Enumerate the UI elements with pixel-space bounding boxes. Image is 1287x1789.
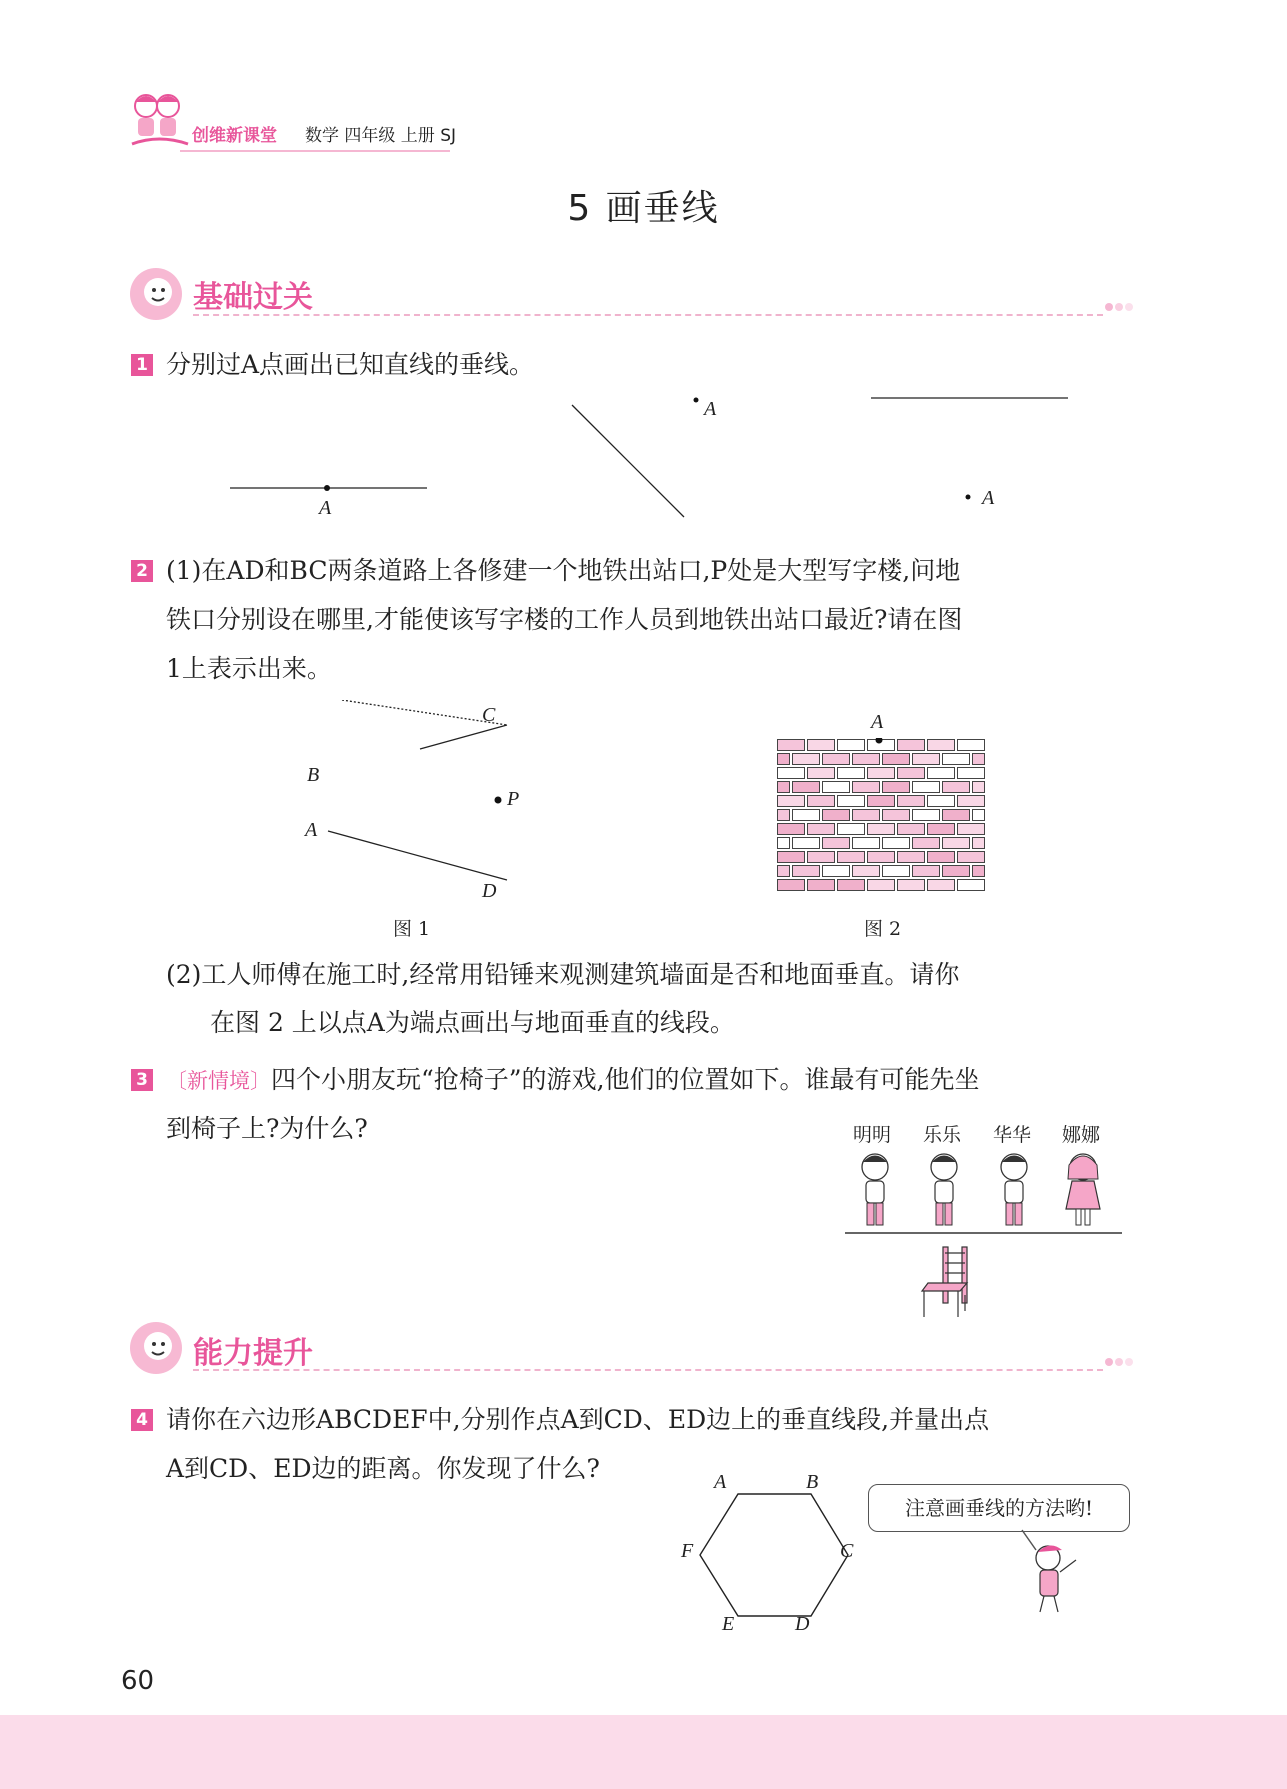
- brick: [928, 740, 955, 751]
- brick: [853, 838, 880, 849]
- kid-name-nana: 娜娜: [1062, 1124, 1101, 1146]
- brick: [913, 810, 940, 821]
- q2-part1-line2: 铁口分别设在哪里,才能使该写字楼的工作人员到地铁出站口最近?请在图: [166, 605, 963, 634]
- q2-part1-line3: 1上表示出来。: [166, 654, 332, 683]
- brick: [973, 754, 985, 765]
- brick: [808, 740, 835, 751]
- q3-line2: 到椅子上?为什么?: [166, 1114, 368, 1143]
- hex-label-e: E: [722, 1613, 735, 1635]
- brick: [898, 880, 925, 891]
- q3-tag: 〔新情境〕: [166, 1069, 271, 1093]
- brick: [778, 768, 805, 779]
- brick: [793, 782, 820, 793]
- pencil-mascot-icon: [1010, 1528, 1090, 1618]
- brick: [958, 740, 985, 751]
- point-p: [495, 797, 502, 804]
- brick: [883, 866, 910, 877]
- brick: [898, 796, 925, 807]
- brick: [808, 880, 835, 891]
- brick: [778, 838, 790, 849]
- brick: [823, 866, 850, 877]
- road-ad: [328, 831, 507, 880]
- brick: [973, 810, 985, 821]
- footer-band: [0, 1715, 1287, 1789]
- q1-line-2: [572, 405, 684, 517]
- brick: [943, 782, 970, 793]
- kid-name-huahua: 华华: [993, 1124, 1032, 1146]
- section-mascot-icon-2: [128, 1320, 184, 1376]
- q1-text: 分别过A点画出已知直线的垂线。: [166, 350, 535, 379]
- brick: [883, 782, 910, 793]
- brick: [778, 880, 805, 891]
- brick: [958, 824, 985, 835]
- brick: [838, 880, 865, 891]
- q2-part1-line1: (1)在AD和BC两条道路上各修建一个地铁出站口,P处是大型写字楼,问地: [166, 556, 961, 585]
- brick: [913, 866, 940, 877]
- tip-speech-bubble: 注意画垂线的方法哟!: [868, 1484, 1130, 1532]
- q3-number: 3: [131, 1069, 153, 1091]
- brick: [958, 852, 985, 863]
- brick: [913, 782, 940, 793]
- brick: [808, 796, 835, 807]
- dots-decoration-icon-2: [1104, 1355, 1134, 1369]
- brick: [793, 810, 820, 821]
- fig1-label-p: P: [507, 788, 520, 810]
- brick: [928, 796, 955, 807]
- brick: [823, 782, 850, 793]
- kids-and-chair-illustration: [840, 1145, 1130, 1325]
- q1-point-3: [966, 495, 971, 500]
- brick: [868, 880, 895, 891]
- brick: [973, 866, 985, 877]
- brick: [898, 824, 925, 835]
- q2-number: 2: [131, 560, 153, 582]
- q4-line1: 请你在六边形ABCDEF中,分别作点A到CD、ED边上的垂直线段,并量出点: [166, 1405, 990, 1434]
- brick: [928, 880, 955, 891]
- page-title: 5 画垂线: [567, 188, 720, 229]
- mascot-kids-logo: [124, 86, 194, 154]
- brick: [853, 782, 880, 793]
- brick: [778, 852, 805, 863]
- brick: [898, 768, 925, 779]
- brand-name: 创维新课堂: [192, 126, 277, 146]
- brick: [883, 754, 910, 765]
- hex-label-b: B: [806, 1471, 819, 1493]
- brick: [943, 866, 970, 877]
- brick: [973, 838, 985, 849]
- chair-icon: [922, 1247, 967, 1317]
- q1-point-2: [694, 398, 699, 403]
- brick: [853, 754, 880, 765]
- hexagon-abcdef: [690, 1480, 860, 1630]
- brick: [838, 740, 865, 751]
- kid-huahua-icon: [1001, 1154, 1027, 1225]
- brick: [883, 838, 910, 849]
- brick: [898, 740, 925, 751]
- fig1-label-a: A: [305, 819, 318, 841]
- brick: [958, 880, 985, 891]
- brick: [778, 782, 790, 793]
- hex-label-a: A: [714, 1471, 727, 1493]
- fig1-label-b: B: [307, 764, 320, 786]
- brick: [868, 824, 895, 835]
- brick: [793, 754, 820, 765]
- brick: [838, 796, 865, 807]
- brick: [808, 852, 835, 863]
- q1-number: 1: [131, 354, 153, 376]
- brick: [898, 852, 925, 863]
- section-advanced-title: 能力提升: [193, 1336, 313, 1371]
- brick: [823, 838, 850, 849]
- brick: [943, 754, 970, 765]
- fig1-label-d: D: [482, 880, 497, 902]
- brick: [838, 768, 865, 779]
- brick: [868, 796, 895, 807]
- brick: [778, 824, 805, 835]
- brick: [793, 838, 820, 849]
- q3-line1-text: 四个小朋友玩“抢椅子”的游戏,他们的位置如下。谁最有可能先坐: [271, 1065, 980, 1094]
- kid-lele-icon: [931, 1154, 957, 1225]
- brick: [868, 768, 895, 779]
- q2-part2-line1: (2)工人师傅在施工时,经常用铅锤来观测建筑墙面是否和地面垂直。请你: [166, 960, 960, 989]
- brick: [928, 852, 955, 863]
- fig2-label-a: A: [871, 711, 884, 733]
- brick: [808, 768, 835, 779]
- brick: [913, 754, 940, 765]
- brick: [823, 810, 850, 821]
- brick: [838, 852, 865, 863]
- q3-line1: [166, 1055, 1126, 1106]
- brick: [913, 838, 940, 849]
- brick: [778, 796, 805, 807]
- brick: [778, 740, 805, 751]
- brick: [928, 824, 955, 835]
- q1-point-1: [324, 485, 330, 491]
- page-number: 60: [121, 1666, 155, 1696]
- brick: [853, 810, 880, 821]
- q2-figure-2-brick-wall: [776, 738, 986, 893]
- brick: [973, 782, 985, 793]
- kid-name-lele: 乐乐: [923, 1124, 962, 1146]
- brick: [778, 754, 790, 765]
- kid-nana-icon: [1066, 1154, 1100, 1225]
- brick: [823, 754, 850, 765]
- fig2-caption: 图 2: [864, 918, 902, 940]
- fig1-caption: 图 1: [393, 918, 431, 940]
- q1-figures: [220, 385, 1100, 525]
- kid-name-mingming: 明明: [853, 1124, 892, 1146]
- dots-decoration-icon: [1104, 300, 1134, 314]
- header-divider: [180, 150, 450, 152]
- section-advanced-rule: [193, 1369, 1103, 1371]
- brick: [853, 866, 880, 877]
- section-mascot-icon: [128, 266, 184, 322]
- brick: [838, 824, 865, 835]
- brick: [958, 768, 985, 779]
- q2-part2-line2: 在图 2 上以点A为端点画出与地面垂直的线段。: [210, 1008, 735, 1037]
- brick: [928, 768, 955, 779]
- hex-label-c: C: [840, 1540, 854, 1562]
- kid-mingming-icon: [862, 1154, 888, 1225]
- subject-info: 数学 四年级 上册 SJ: [305, 126, 457, 146]
- q1-label-a3: A: [982, 487, 995, 509]
- brick: [778, 866, 790, 877]
- brick: [868, 852, 895, 863]
- brick: [778, 810, 790, 821]
- brick: [808, 824, 835, 835]
- brick: [883, 810, 910, 821]
- q1-label-a2: A: [704, 398, 717, 420]
- fig1-label-c: C: [482, 704, 496, 726]
- brick: [943, 838, 970, 849]
- q4-number: 4: [131, 1409, 153, 1431]
- section-basic-rule: [193, 314, 1103, 316]
- brick: [943, 810, 970, 821]
- q4-line2: A到CD、ED边的距离。你发现了什么?: [166, 1454, 600, 1483]
- hex-label-d: D: [795, 1613, 810, 1635]
- section-basic-title: 基础过关: [193, 280, 313, 315]
- brick: [958, 796, 985, 807]
- brick: [793, 866, 820, 877]
- q1-label-a1: A: [319, 497, 332, 519]
- q2-figure-1: [300, 700, 540, 900]
- hex-label-f: F: [681, 1540, 694, 1562]
